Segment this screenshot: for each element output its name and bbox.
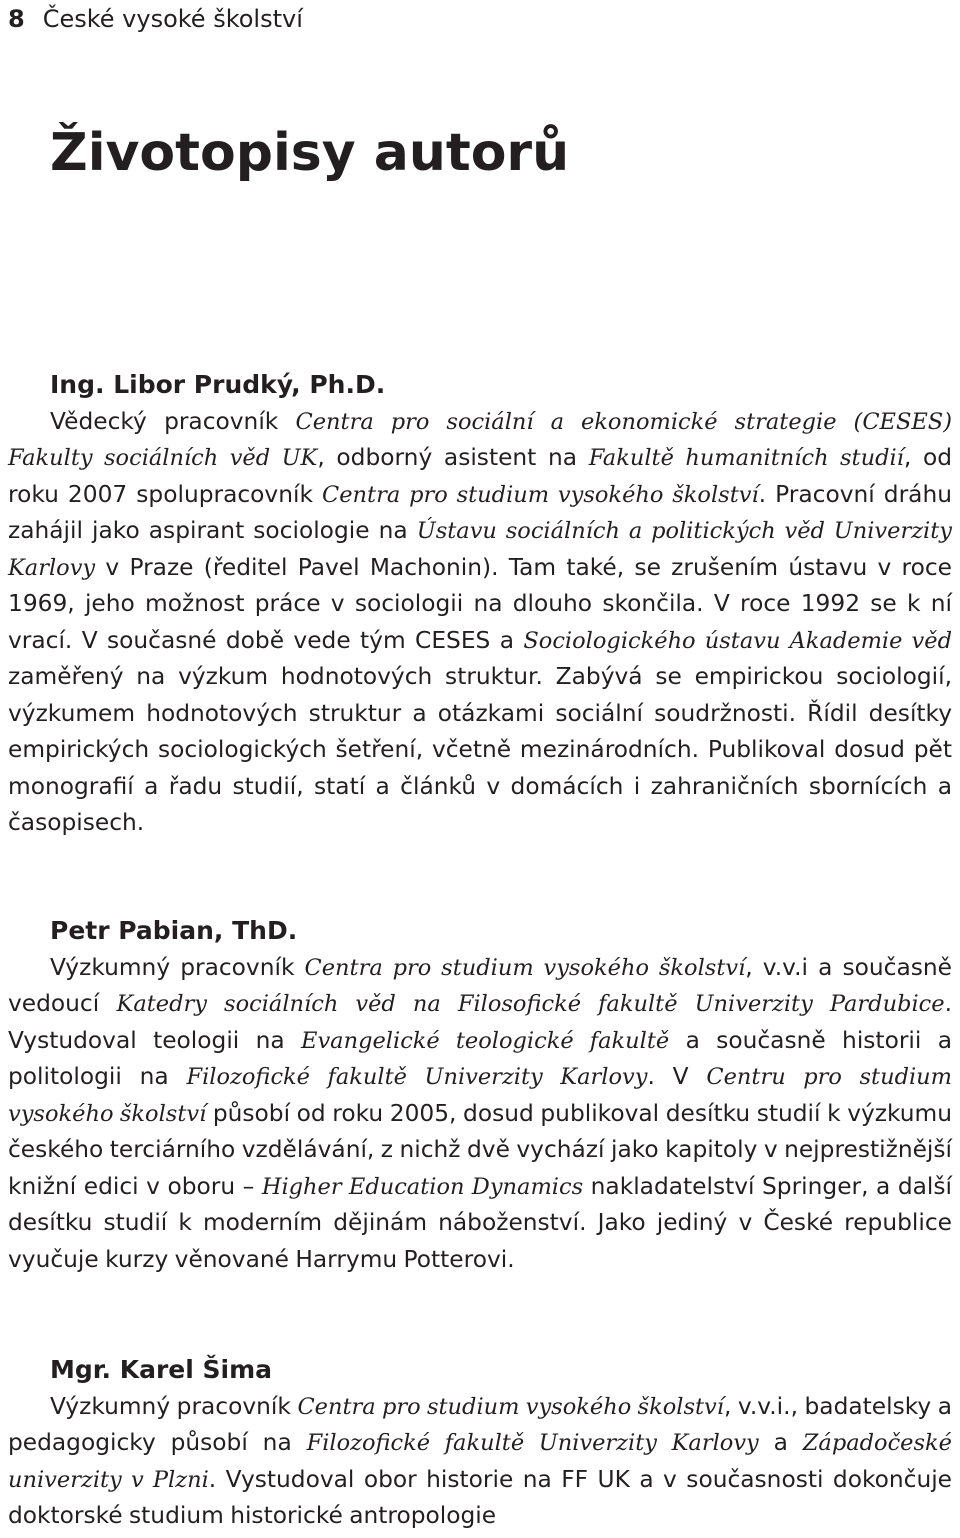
page-title: Životopisy autorů [50, 123, 570, 183]
bio-segment: Výzkumný pracovník [50, 953, 305, 981]
bio-segment: Výzkumný pracovník [50, 1392, 298, 1420]
bio-segment-italic: Centru pro studium vysokého školství [8, 1064, 953, 1127]
bio-text [8, 950, 952, 1279]
bio-segment: . V [647, 1063, 707, 1090]
bio-segment: . Vystudoval obor historie na FF UK a v současnosti dokončuje doktorské studium historické antropologie [8, 1465, 953, 1529]
bio-segment: , od roku 2007 spolupracovník [8, 444, 953, 508]
bio-prudky [8, 367, 952, 842]
bio-pabian [8, 913, 952, 1278]
bio-segment-italic: Katedry sociálních věd na Filosofické fakultě Univerzity Pardubice [116, 991, 945, 1017]
bio-segment-italic: Západočeské univerzity v Plzni [8, 1430, 952, 1493]
bio-segment-italic: Filozofické fakultě Univerzity Karlovy [306, 1430, 759, 1456]
bio-name: Ing. Libor Prudký, Ph.D. [50, 370, 386, 399]
bio-text [8, 1389, 952, 1535]
bio-segment-italic: Centra pro sociální a ekonomické strategie (CESES) Fakulty sociálních věd UK [8, 408, 952, 471]
bio-segment-italic: Evangelické teologické fakultě [301, 1027, 670, 1054]
bio-segment: zaměřený na výzkum hodnotových struktur. Zabývá se empirickou sociologií, výzkumem hodnotových struktur a otázkami sociální soudržnosti. Řídil desítky empirických sociologických šetření, včetně mezinárodních. Publikoval dosud pět monografií a řadu studií, statí a článků v domácích i zahraničních sbornících a časopisech. [8, 663, 952, 836]
bio-sima [8, 1352, 952, 1535]
bio-segment: . Pracovní dráhu zahájil jako aspirant sociologie na [8, 480, 952, 544]
bio-segment: a současně historii a politologii na [8, 1026, 952, 1090]
bio-name: Petr Pabian, ThD. [50, 916, 298, 945]
bio-segment-italic: Ústavu sociálních a politických věd Univerzity Karlovy [8, 518, 952, 581]
bio-segment-italic: Centra pro studium vysokého školství [297, 1393, 724, 1420]
bio-segment: , odborný asistent na [317, 444, 589, 471]
bio-segment-italic: Centra pro studium vysokého školství [322, 481, 759, 508]
bio-segment: Vědecký pracovník [50, 407, 296, 435]
bio-segment: . Vystudoval teologii na [8, 990, 952, 1054]
running-title: České vysoké školství [42, 5, 303, 33]
running-header [8, 4, 303, 34]
bio-segment-italic: Filozofické fakultě Univerzity Karlovy [186, 1064, 648, 1090]
bio-segment: , v.v.i., badatelsky a pedagogicky působí na [8, 1392, 952, 1456]
bio-segment: působí od roku 2005, dosud publikoval desítku studií k výzkumu českého terciárního vzdělávání, z nichž dvě vychází jako kapitoly v nejprestižnější knižní edici v oboru – [8, 1099, 952, 1200]
bio-segment-italic: Fakultě humanitních studií [588, 445, 904, 471]
bio-segment: v Praze (ředitel Pavel Machonin). Tam také, se zrušením ústavu v roce 1969, jeho možnost práce v sociologii na dlouho skončila. V roce 1992 se k ní vrací. V současné době vede tým CESES a [8, 553, 952, 654]
bio-segment-italic: Sociologického ústavu Akademie věd [523, 627, 952, 654]
bio-segment-italic: Centra pro studium vysokého školství [304, 954, 746, 981]
page-number: 8 [8, 5, 25, 33]
bio-text [8, 404, 952, 842]
bio-segment: , v.v.i a současně vedoucí [8, 953, 952, 1017]
bio-name: Mgr. Karel Šima [50, 1355, 273, 1384]
bio-segment-italic: Higher Education Dynamics [261, 1173, 584, 1200]
bio-segment: a [758, 1429, 803, 1456]
bio-segment: nakladatelství Springer, a další desítku studií k moderním dějinám náboženství. Jako jediný v České republice vyučuje kurzy věnované Harrymu Potterovi. [8, 1172, 953, 1273]
